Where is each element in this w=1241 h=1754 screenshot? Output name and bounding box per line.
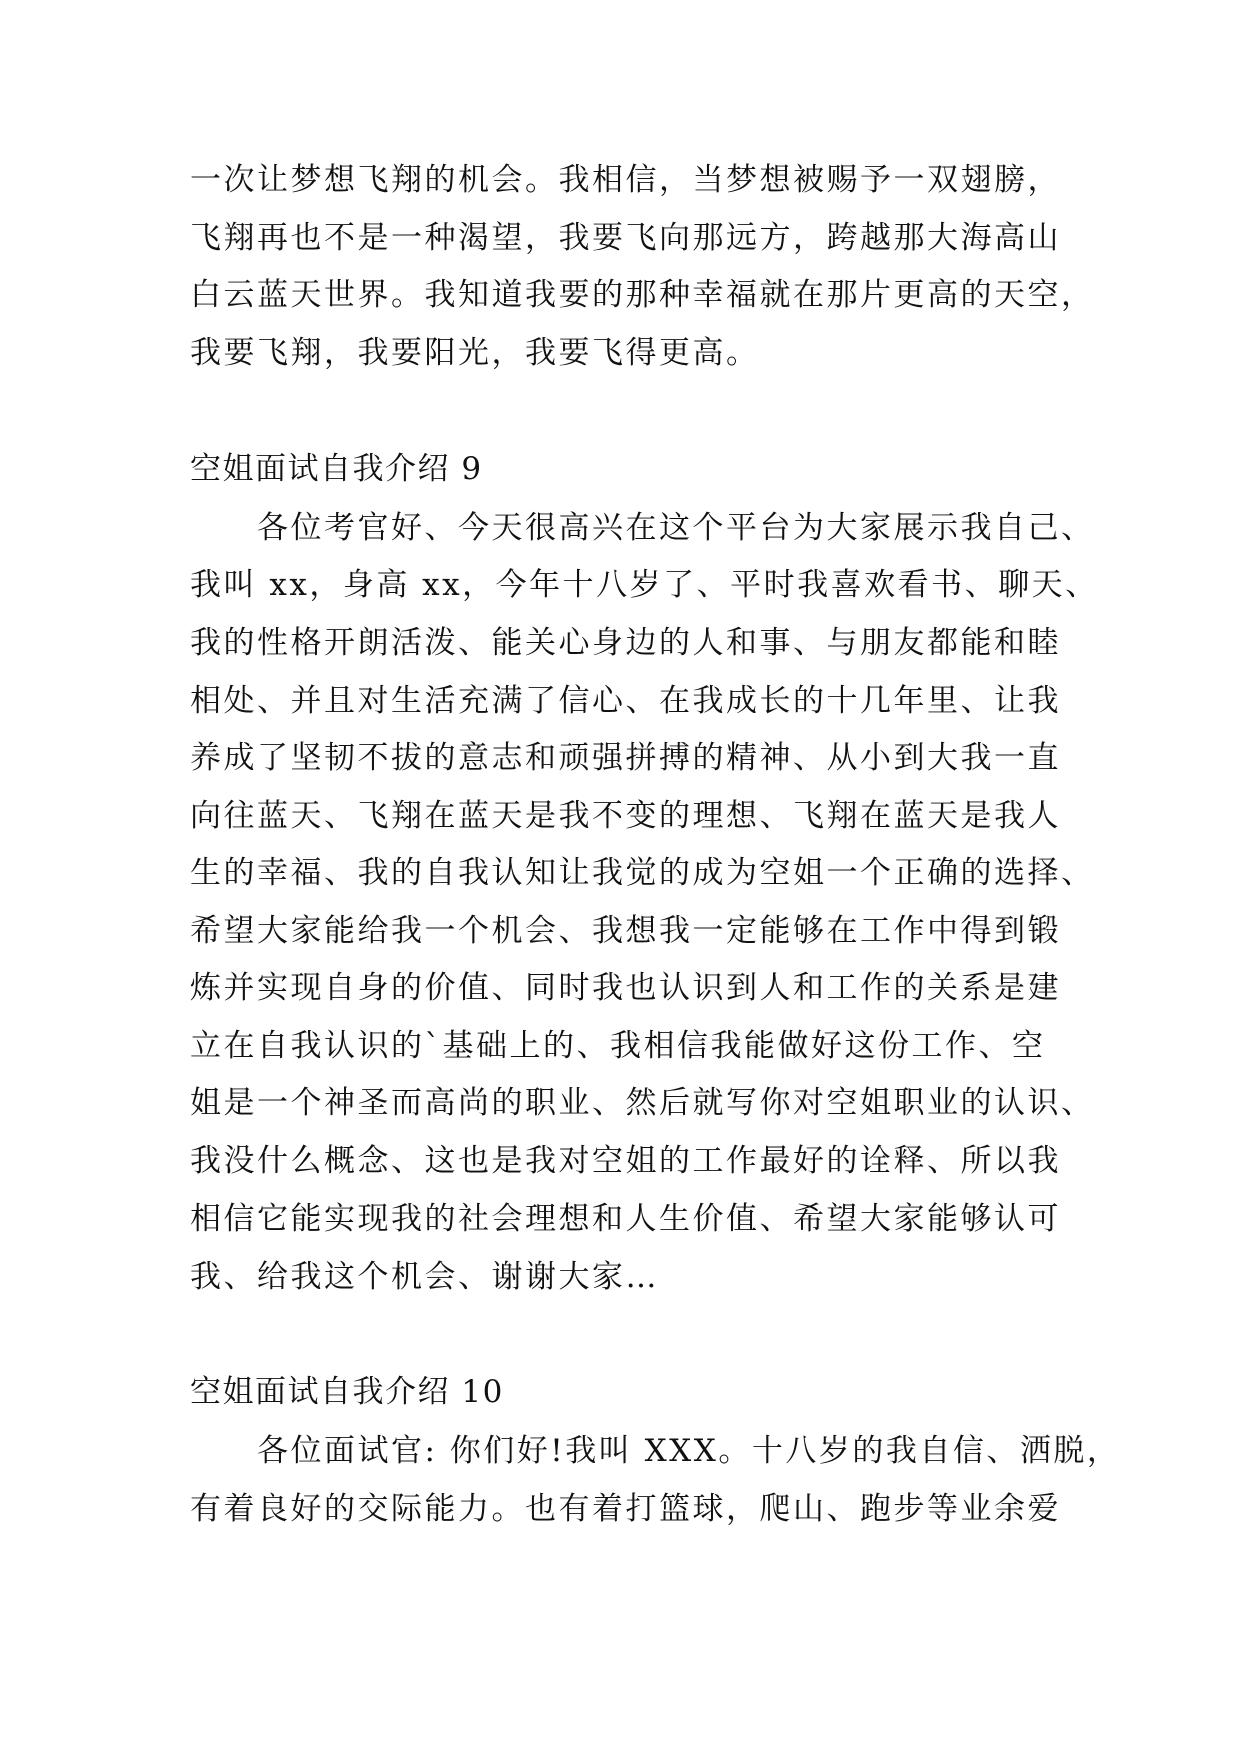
paragraph-line: 飞翔再也不是一种渴望，我要飞向那远方，跨越那大海高山	[190, 220, 1061, 256]
paragraph-line: 生的幸福、我的自我认知让我觉的成为空姐一个正确的选择、	[190, 855, 1095, 891]
paragraph-line: 姐是一个神圣而高尚的职业、然后就写你对空姐职业的认识、	[190, 1085, 1095, 1121]
paragraph-line: 相信它能实现我的社会理想和人生价值、希望大家能够认可	[190, 1201, 1061, 1237]
paragraph-line: 我的性格开朗活泼、能关心身边的人和事、与朋友都能和睦	[190, 625, 1061, 661]
paragraph-line: 我、给我这个机会、谢谢大家…	[190, 1259, 659, 1295]
paragraph-line: 一次让梦想飞翔的机会。我相信，当梦想被赐予一双翅膀，	[190, 162, 1061, 198]
paragraph-line: 各位考官好、今天很高兴在这个平台为大家展示我自己、	[190, 510, 1095, 546]
paragraph-line: 有着良好的交际能力。也有着打篮球，爬山、跑步等业余爱	[190, 1491, 1061, 1527]
section-heading-10: 空姐面试自我介绍 10	[190, 1374, 504, 1410]
paragraph-line: 炼并实现自身的价值、同时我也认识到人和工作的关系是建	[190, 970, 1061, 1006]
paragraph-line: 我没什么概念、这也是我对空姐的工作最好的诠释、所以我	[190, 1143, 1061, 1179]
paragraph-line: 我要飞翔，我要阳光，我要飞得更高。	[190, 335, 760, 371]
paragraph-line: 我叫 xx，身高 xx，今年十八岁了、平时我喜欢看书、聊天、	[190, 567, 1099, 603]
paragraph-line: 各位面试官: 你们好!我叫 XXX。十八岁的我自信、洒脱，	[190, 1433, 1121, 1469]
paragraph-line: 希望大家能给我一个机会、我想我一定能够在工作中得到锻	[190, 913, 1061, 949]
paragraph-line: 养成了坚韧不拔的意志和顽强拼搏的精神、从小到大我一直	[190, 740, 1061, 776]
paragraph-line: 白云蓝天世界。我知道我要的那种幸福就在那片更高的天空，	[190, 277, 1095, 313]
paragraph-line: 立在自我认识的`基础上的、我相信我能做好这份工作、空	[190, 1028, 1046, 1064]
paragraph-line: 向往蓝天、飞翔在蓝天是我不变的理想、飞翔在蓝天是我人	[190, 798, 1061, 834]
paragraph-line: 相处、并且对生活充满了信心、在我成长的十几年里、让我	[190, 683, 1061, 719]
section-heading-9: 空姐面试自我介绍 9	[190, 451, 483, 487]
